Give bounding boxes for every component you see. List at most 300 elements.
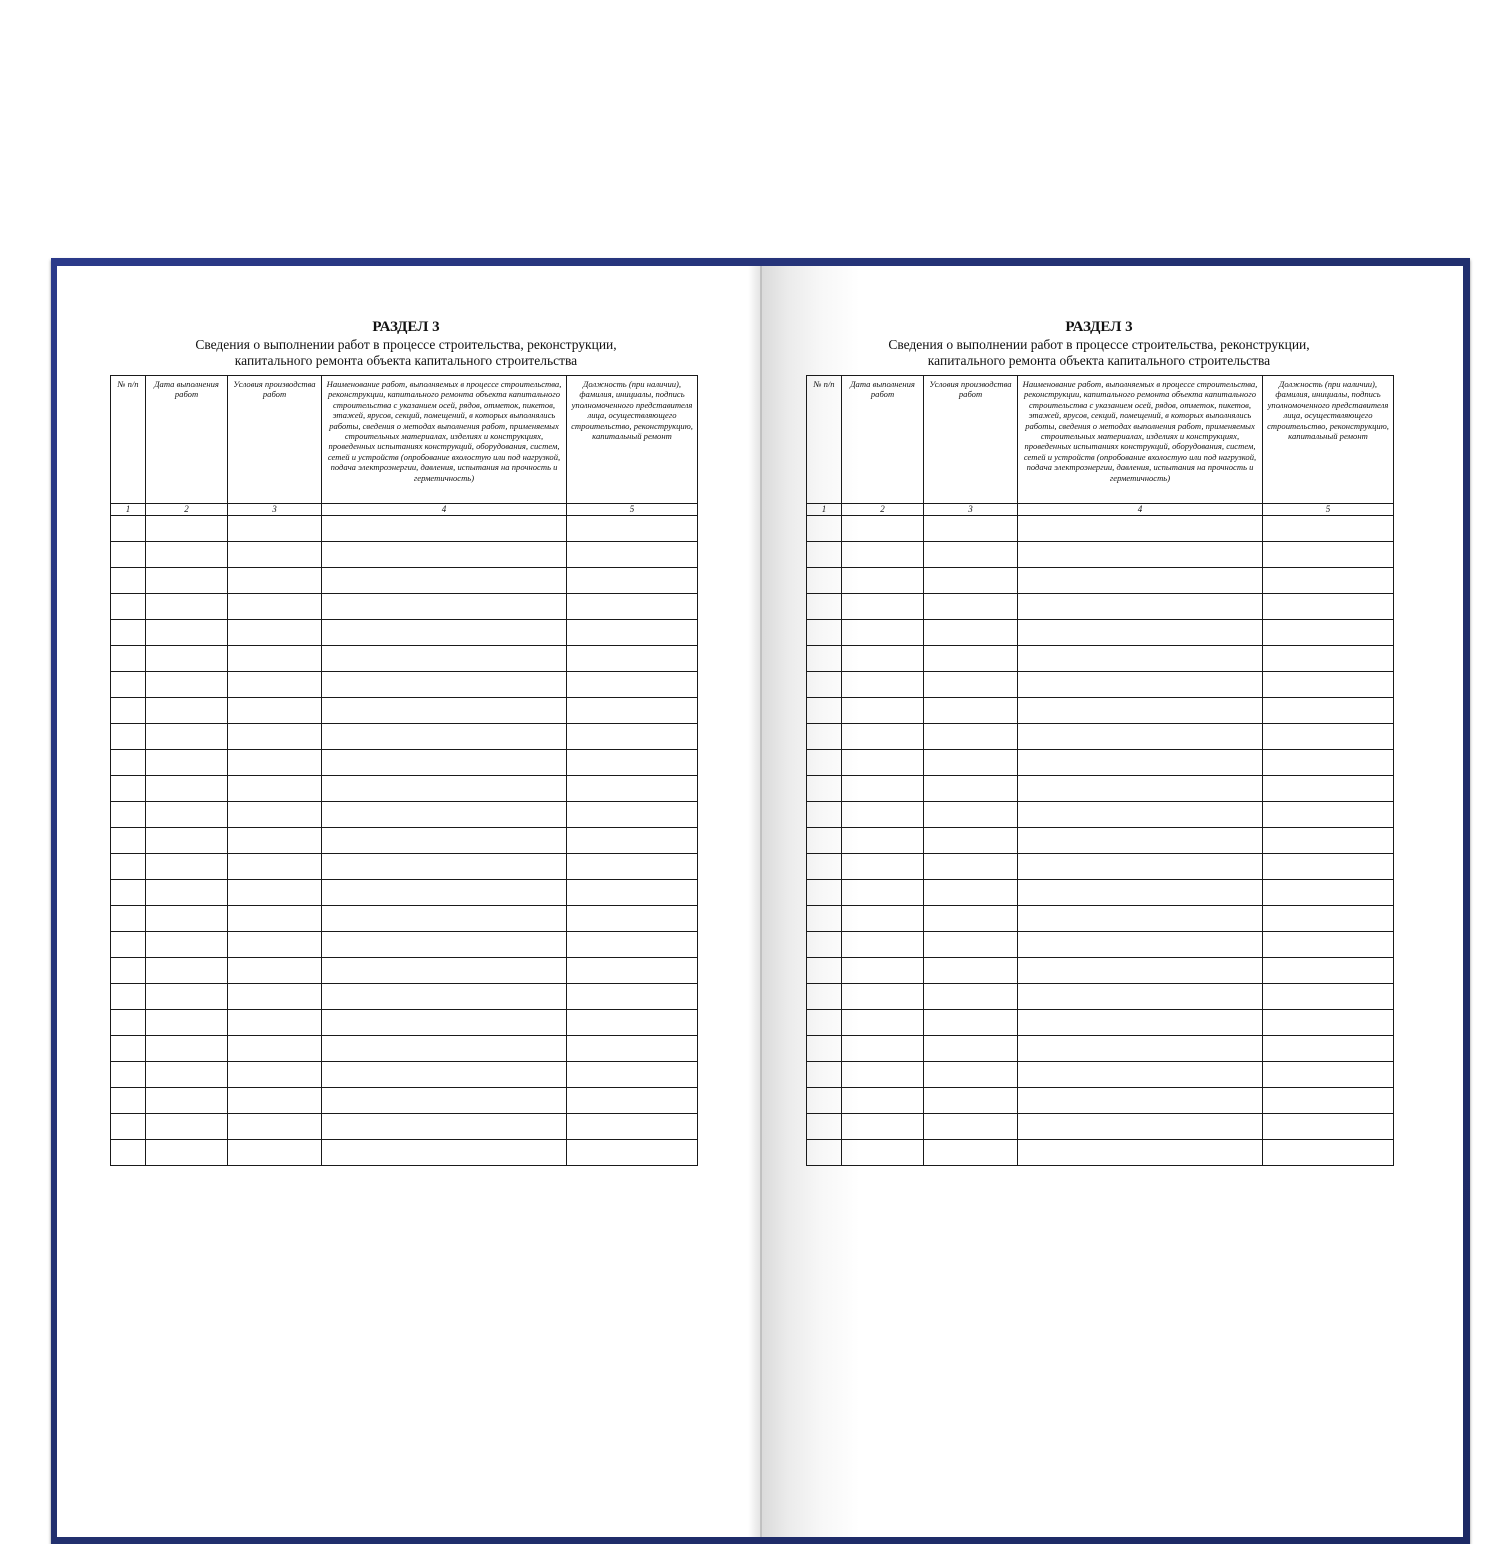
table-row bbox=[111, 802, 698, 828]
table-cell[interactable] bbox=[1018, 906, 1263, 932]
table-cell[interactable] bbox=[924, 1088, 1018, 1114]
table-cell[interactable] bbox=[842, 1114, 924, 1140]
table-cell[interactable] bbox=[111, 1036, 146, 1062]
table-cell[interactable] bbox=[842, 620, 924, 646]
table-cell[interactable] bbox=[1018, 1062, 1263, 1088]
table-cell[interactable] bbox=[228, 724, 322, 750]
col-header-number: № п/п bbox=[111, 376, 146, 504]
table-cell[interactable] bbox=[1018, 1088, 1263, 1114]
table-cell[interactable] bbox=[807, 724, 842, 750]
table-cell[interactable] bbox=[1263, 724, 1394, 750]
table-cell[interactable] bbox=[111, 802, 146, 828]
table-cell[interactable] bbox=[924, 958, 1018, 984]
table-cell[interactable] bbox=[807, 620, 842, 646]
table-cell[interactable] bbox=[1263, 594, 1394, 620]
table-row bbox=[111, 906, 698, 932]
table-cell[interactable] bbox=[111, 750, 146, 776]
table-cell[interactable] bbox=[1263, 542, 1394, 568]
table-cell[interactable] bbox=[111, 880, 146, 906]
table-row bbox=[111, 672, 698, 698]
table-cell[interactable] bbox=[1263, 698, 1394, 724]
table-row bbox=[111, 516, 698, 542]
table-cell[interactable] bbox=[322, 906, 567, 932]
table-cell[interactable] bbox=[1263, 906, 1394, 932]
table-cell[interactable] bbox=[807, 698, 842, 724]
table-cell[interactable] bbox=[807, 1114, 842, 1140]
table-cell[interactable] bbox=[322, 880, 567, 906]
table-cell[interactable] bbox=[146, 1114, 228, 1140]
table-cell[interactable] bbox=[228, 984, 322, 1010]
right-page bbox=[760, 266, 1463, 1537]
table-cell[interactable] bbox=[807, 880, 842, 906]
table-cell[interactable] bbox=[228, 1010, 322, 1036]
table-cell[interactable] bbox=[842, 906, 924, 932]
table-cell[interactable] bbox=[807, 932, 842, 958]
table-cell[interactable] bbox=[842, 984, 924, 1010]
table-cell[interactable] bbox=[111, 620, 146, 646]
table-cell[interactable] bbox=[807, 828, 842, 854]
table-cell[interactable] bbox=[228, 828, 322, 854]
table-body bbox=[807, 516, 1394, 1166]
table-cell[interactable] bbox=[146, 906, 228, 932]
table-cell[interactable] bbox=[807, 1088, 842, 1114]
works-table bbox=[110, 375, 698, 1166]
col-number: 3 bbox=[924, 504, 1018, 516]
table-cell[interactable] bbox=[1018, 1010, 1263, 1036]
table-cell[interactable] bbox=[924, 880, 1018, 906]
table-cell[interactable] bbox=[807, 776, 842, 802]
table-cell[interactable] bbox=[807, 854, 842, 880]
table-cell[interactable] bbox=[146, 542, 228, 568]
table-cell[interactable] bbox=[807, 594, 842, 620]
table-cell[interactable] bbox=[1018, 724, 1263, 750]
table-cell[interactable] bbox=[1018, 828, 1263, 854]
table-row bbox=[111, 776, 698, 802]
table-cell[interactable] bbox=[111, 906, 146, 932]
table-cell[interactable] bbox=[146, 1036, 228, 1062]
col-number: 5 bbox=[567, 504, 698, 516]
table-cell[interactable] bbox=[228, 958, 322, 984]
table-cell[interactable] bbox=[111, 594, 146, 620]
works-table bbox=[806, 375, 1394, 1166]
column-number-row bbox=[807, 504, 1394, 516]
table-cell[interactable] bbox=[842, 1140, 924, 1166]
table-row bbox=[807, 932, 1394, 958]
table-row bbox=[807, 1010, 1394, 1036]
table-cell[interactable] bbox=[228, 620, 322, 646]
table-cell[interactable] bbox=[322, 568, 567, 594]
table-cell[interactable] bbox=[111, 984, 146, 1010]
table-cell[interactable] bbox=[228, 880, 322, 906]
table-row bbox=[807, 854, 1394, 880]
table-cell[interactable] bbox=[111, 828, 146, 854]
table-cell[interactable] bbox=[228, 802, 322, 828]
col-number: 1 bbox=[111, 504, 146, 516]
table-cell[interactable] bbox=[146, 880, 228, 906]
table-cell[interactable] bbox=[228, 1062, 322, 1088]
table-cell[interactable] bbox=[146, 646, 228, 672]
table-cell[interactable] bbox=[924, 1062, 1018, 1088]
table-row bbox=[111, 568, 698, 594]
table-cell[interactable] bbox=[111, 776, 146, 802]
table-row bbox=[807, 1062, 1394, 1088]
table-cell[interactable] bbox=[807, 1036, 842, 1062]
table-row bbox=[111, 880, 698, 906]
table-cell[interactable] bbox=[1263, 932, 1394, 958]
table-cell[interactable] bbox=[322, 698, 567, 724]
table-cell[interactable] bbox=[924, 802, 1018, 828]
table-cell[interactable] bbox=[322, 542, 567, 568]
table-row bbox=[807, 880, 1394, 906]
table-cell[interactable] bbox=[111, 516, 146, 542]
table-cell[interactable] bbox=[228, 568, 322, 594]
table-cell[interactable] bbox=[567, 1114, 698, 1140]
table-cell[interactable] bbox=[567, 724, 698, 750]
table-cell[interactable] bbox=[146, 724, 228, 750]
table-cell[interactable] bbox=[1263, 750, 1394, 776]
table-cell[interactable] bbox=[1263, 620, 1394, 646]
table-cell[interactable] bbox=[567, 646, 698, 672]
table-cell[interactable] bbox=[567, 958, 698, 984]
table-cell[interactable] bbox=[111, 1062, 146, 1088]
table-cell[interactable] bbox=[146, 672, 228, 698]
table-cell[interactable] bbox=[146, 516, 228, 542]
table-cell[interactable] bbox=[228, 594, 322, 620]
left-page bbox=[57, 266, 760, 1537]
table-cell[interactable] bbox=[924, 828, 1018, 854]
table-cell[interactable] bbox=[146, 854, 228, 880]
table-cell[interactable] bbox=[322, 932, 567, 958]
table-cell[interactable] bbox=[924, 1010, 1018, 1036]
header-row bbox=[807, 376, 1394, 504]
table-cell[interactable] bbox=[807, 802, 842, 828]
table-cell[interactable] bbox=[322, 1010, 567, 1036]
table-cell[interactable] bbox=[111, 1114, 146, 1140]
table-cell[interactable] bbox=[1018, 1140, 1263, 1166]
table-cell[interactable] bbox=[1263, 646, 1394, 672]
table-cell[interactable] bbox=[322, 620, 567, 646]
table-row bbox=[111, 698, 698, 724]
table-row bbox=[111, 984, 698, 1010]
table-cell[interactable] bbox=[111, 724, 146, 750]
table-cell[interactable] bbox=[1263, 1140, 1394, 1166]
table-cell[interactable] bbox=[1018, 1036, 1263, 1062]
table-row bbox=[807, 1114, 1394, 1140]
table-cell[interactable] bbox=[807, 646, 842, 672]
table-cell[interactable] bbox=[924, 724, 1018, 750]
table-row bbox=[111, 620, 698, 646]
table-cell[interactable] bbox=[146, 1010, 228, 1036]
table-cell[interactable] bbox=[111, 958, 146, 984]
table-cell[interactable] bbox=[842, 828, 924, 854]
table-cell[interactable] bbox=[567, 828, 698, 854]
table-cell[interactable] bbox=[146, 1140, 228, 1166]
table-cell[interactable] bbox=[322, 828, 567, 854]
table-cell[interactable] bbox=[1018, 542, 1263, 568]
table-cell[interactable] bbox=[1263, 828, 1394, 854]
table-cell[interactable] bbox=[111, 568, 146, 594]
table-cell[interactable] bbox=[1263, 672, 1394, 698]
table-cell[interactable] bbox=[807, 906, 842, 932]
table-cell[interactable] bbox=[146, 958, 228, 984]
table-row bbox=[111, 750, 698, 776]
table-cell[interactable] bbox=[842, 932, 924, 958]
table-cell[interactable] bbox=[1018, 802, 1263, 828]
table-cell[interactable] bbox=[1018, 958, 1263, 984]
table-cell[interactable] bbox=[842, 1088, 924, 1114]
table-row bbox=[807, 620, 1394, 646]
table-cell[interactable] bbox=[1263, 854, 1394, 880]
table-cell[interactable] bbox=[807, 516, 842, 542]
table-cell[interactable] bbox=[567, 1140, 698, 1166]
table-cell[interactable] bbox=[228, 750, 322, 776]
table-cell[interactable] bbox=[842, 672, 924, 698]
table-cell[interactable] bbox=[1018, 880, 1263, 906]
table-row bbox=[807, 542, 1394, 568]
section-title: РАЗДЕЛ 3 bbox=[372, 319, 440, 335]
table-cell[interactable] bbox=[567, 1010, 698, 1036]
table-cell[interactable] bbox=[1263, 958, 1394, 984]
table-row bbox=[111, 958, 698, 984]
table-cell[interactable] bbox=[228, 646, 322, 672]
table-cell[interactable] bbox=[567, 984, 698, 1010]
table-cell[interactable] bbox=[111, 1140, 146, 1166]
table-cell[interactable] bbox=[567, 880, 698, 906]
table-cell[interactable] bbox=[322, 958, 567, 984]
table-cell[interactable] bbox=[146, 932, 228, 958]
table-cell[interactable] bbox=[842, 724, 924, 750]
table-cell[interactable] bbox=[111, 646, 146, 672]
table-cell[interactable] bbox=[146, 776, 228, 802]
table-cell[interactable] bbox=[1263, 776, 1394, 802]
table-cell[interactable] bbox=[322, 1062, 567, 1088]
col-header-number: № п/п bbox=[807, 376, 842, 504]
table-cell[interactable] bbox=[146, 594, 228, 620]
table-cell[interactable] bbox=[322, 984, 567, 1010]
table-cell[interactable] bbox=[924, 854, 1018, 880]
table-cell[interactable] bbox=[1018, 620, 1263, 646]
table-cell[interactable] bbox=[567, 932, 698, 958]
table-cell[interactable] bbox=[807, 568, 842, 594]
table-cell[interactable] bbox=[924, 906, 1018, 932]
table-row bbox=[111, 1062, 698, 1088]
table-cell[interactable] bbox=[146, 1062, 228, 1088]
table-cell[interactable] bbox=[111, 932, 146, 958]
table-row bbox=[111, 854, 698, 880]
table-cell[interactable] bbox=[146, 802, 228, 828]
table-cell[interactable] bbox=[1018, 776, 1263, 802]
table-cell[interactable] bbox=[146, 698, 228, 724]
table-cell[interactable] bbox=[322, 1036, 567, 1062]
table-cell[interactable] bbox=[111, 698, 146, 724]
table-cell[interactable] bbox=[111, 542, 146, 568]
table-cell[interactable] bbox=[146, 620, 228, 646]
table-cell[interactable] bbox=[1263, 1062, 1394, 1088]
table-cell[interactable] bbox=[1018, 984, 1263, 1010]
table-cell[interactable] bbox=[567, 542, 698, 568]
table-cell[interactable] bbox=[842, 958, 924, 984]
col-header-signature: Должность (при наличии), фамилия, инициалы, подпись уполномоченного представителя лица, осуществляющего строительство, реконструкцию, капитальный ремонт bbox=[1263, 376, 1394, 504]
table-cell[interactable] bbox=[1263, 1036, 1394, 1062]
table-cell[interactable] bbox=[924, 1036, 1018, 1062]
table-cell[interactable] bbox=[322, 594, 567, 620]
table-cell[interactable] bbox=[924, 1114, 1018, 1140]
table-cell[interactable] bbox=[842, 1036, 924, 1062]
table-cell[interactable] bbox=[228, 698, 322, 724]
table-cell[interactable] bbox=[567, 1036, 698, 1062]
table-cell[interactable] bbox=[567, 1062, 698, 1088]
table-cell[interactable] bbox=[1263, 984, 1394, 1010]
table-cell[interactable] bbox=[1263, 1114, 1394, 1140]
table-cell[interactable] bbox=[111, 1010, 146, 1036]
table-cell[interactable] bbox=[842, 802, 924, 828]
table-cell[interactable] bbox=[924, 646, 1018, 672]
table-cell[interactable] bbox=[228, 906, 322, 932]
table-cell[interactable] bbox=[228, 1036, 322, 1062]
table-cell[interactable] bbox=[807, 542, 842, 568]
table-cell[interactable] bbox=[567, 620, 698, 646]
table-cell[interactable] bbox=[842, 880, 924, 906]
table-cell[interactable] bbox=[322, 1114, 567, 1140]
table-row bbox=[111, 1010, 698, 1036]
table-cell[interactable] bbox=[228, 672, 322, 698]
table-row bbox=[111, 1088, 698, 1114]
table-cell[interactable] bbox=[322, 854, 567, 880]
table-cell[interactable] bbox=[228, 776, 322, 802]
table-cell[interactable] bbox=[924, 932, 1018, 958]
table-cell[interactable] bbox=[807, 1062, 842, 1088]
table-cell[interactable] bbox=[924, 516, 1018, 542]
table-cell[interactable] bbox=[924, 698, 1018, 724]
table-cell[interactable] bbox=[567, 776, 698, 802]
table-row bbox=[807, 750, 1394, 776]
table-cell[interactable] bbox=[322, 1140, 567, 1166]
table-row bbox=[807, 984, 1394, 1010]
table-cell[interactable] bbox=[807, 984, 842, 1010]
table-cell[interactable] bbox=[842, 594, 924, 620]
table-cell[interactable] bbox=[1263, 516, 1394, 542]
table-cell[interactable] bbox=[842, 854, 924, 880]
col-header-work-name: Наименование работ, выполняемых в процессе строительства, реконструкции, капитального ремонта объекта капитального строительства с указанием осей, рядов, отметок, пикетов, этажей, ярусов, секций, помещений, в которых выполнялись работы, сведения о методах выполнения работ, применяемых строительных материалах, изделиях и конструкциях, проведенных испытаниях конструкций, оборудования, систем, сетей и устройств (опробование вхолостую или под нагрузкой, подача электроэнергии, давления, испытания на прочность и герметичность) bbox=[322, 376, 567, 504]
table-cell[interactable] bbox=[567, 854, 698, 880]
table-cell[interactable] bbox=[1018, 698, 1263, 724]
table-cell[interactable] bbox=[322, 672, 567, 698]
col-header-work-name: Наименование работ, выполняемых в процессе строительства, реконструкции, капитального ремонта объекта капитального строительства с указанием осей, рядов, отметок, пикетов, этажей, ярусов, секций, помещений, в которых выполнялись работы, сведения о методах выполнения работ, применяемых строительных материалах, изделиях и конструкциях, проведенных испытаниях конструкций, оборудования, систем, сетей и устройств (опробование вхолостую или под нагрузкой, подача электроэнергии, давления, испытания на прочность и герметичность) bbox=[1018, 376, 1263, 504]
table-cell[interactable] bbox=[111, 854, 146, 880]
table-cell[interactable] bbox=[228, 516, 322, 542]
table-cell[interactable] bbox=[924, 672, 1018, 698]
table-cell[interactable] bbox=[567, 594, 698, 620]
table-row bbox=[111, 1140, 698, 1166]
table-cell[interactable] bbox=[842, 646, 924, 672]
table-row bbox=[111, 828, 698, 854]
table-cell[interactable] bbox=[924, 620, 1018, 646]
table-cell[interactable] bbox=[842, 568, 924, 594]
table-row bbox=[807, 698, 1394, 724]
table-cell[interactable] bbox=[842, 516, 924, 542]
table-cell[interactable] bbox=[1018, 672, 1263, 698]
table-cell[interactable] bbox=[1018, 750, 1263, 776]
table-cell[interactable] bbox=[924, 594, 1018, 620]
table-cell[interactable] bbox=[111, 672, 146, 698]
table-cell[interactable] bbox=[1018, 594, 1263, 620]
table-cell[interactable] bbox=[322, 750, 567, 776]
table-cell[interactable] bbox=[567, 906, 698, 932]
table-cell[interactable] bbox=[1018, 932, 1263, 958]
table-cell[interactable] bbox=[1018, 854, 1263, 880]
table-row bbox=[807, 516, 1394, 542]
table-cell[interactable] bbox=[322, 646, 567, 672]
table-cell[interactable] bbox=[842, 542, 924, 568]
table-cell[interactable] bbox=[1263, 880, 1394, 906]
table-cell[interactable] bbox=[1263, 568, 1394, 594]
table-cell[interactable] bbox=[228, 542, 322, 568]
table-body bbox=[111, 516, 698, 1166]
table-cell[interactable] bbox=[924, 776, 1018, 802]
table-cell[interactable] bbox=[567, 802, 698, 828]
table-cell[interactable] bbox=[146, 984, 228, 1010]
table-cell[interactable] bbox=[1263, 802, 1394, 828]
table-cell[interactable] bbox=[322, 802, 567, 828]
table-cell[interactable] bbox=[1018, 1114, 1263, 1140]
col-number: 1 bbox=[807, 504, 842, 516]
table-cell[interactable] bbox=[111, 1088, 146, 1114]
table-cell[interactable] bbox=[322, 776, 567, 802]
table-cell[interactable] bbox=[924, 1140, 1018, 1166]
table-cell[interactable] bbox=[146, 1088, 228, 1114]
table-cell[interactable] bbox=[807, 672, 842, 698]
table-cell[interactable] bbox=[567, 516, 698, 542]
table-cell[interactable] bbox=[567, 568, 698, 594]
table-cell[interactable] bbox=[842, 750, 924, 776]
table-cell[interactable] bbox=[228, 1140, 322, 1166]
table-cell[interactable] bbox=[228, 932, 322, 958]
table-cell[interactable] bbox=[807, 1010, 842, 1036]
col-number: 2 bbox=[842, 504, 924, 516]
table-cell[interactable] bbox=[924, 984, 1018, 1010]
table-cell[interactable] bbox=[924, 568, 1018, 594]
table-cell[interactable] bbox=[228, 1088, 322, 1114]
table-cell[interactable] bbox=[228, 1114, 322, 1140]
table-cell[interactable] bbox=[228, 854, 322, 880]
table-cell[interactable] bbox=[842, 776, 924, 802]
table-cell[interactable] bbox=[322, 724, 567, 750]
table-cell[interactable] bbox=[842, 1062, 924, 1088]
table-cell[interactable] bbox=[807, 1140, 842, 1166]
table-cell[interactable] bbox=[924, 542, 1018, 568]
table-cell[interactable] bbox=[567, 1088, 698, 1114]
table-cell[interactable] bbox=[567, 698, 698, 724]
table-cell[interactable] bbox=[146, 750, 228, 776]
table-cell[interactable] bbox=[1018, 516, 1263, 542]
table-cell[interactable] bbox=[924, 750, 1018, 776]
table-cell[interactable] bbox=[842, 698, 924, 724]
table-row bbox=[807, 646, 1394, 672]
table-cell[interactable] bbox=[146, 828, 228, 854]
table-cell[interactable] bbox=[1018, 568, 1263, 594]
table-cell[interactable] bbox=[146, 568, 228, 594]
table-cell[interactable] bbox=[1018, 646, 1263, 672]
table-cell[interactable] bbox=[1263, 1010, 1394, 1036]
table-cell[interactable] bbox=[807, 750, 842, 776]
table-cell[interactable] bbox=[1263, 1088, 1394, 1114]
table-cell[interactable] bbox=[567, 672, 698, 698]
table-cell[interactable] bbox=[567, 750, 698, 776]
table-cell[interactable] bbox=[322, 516, 567, 542]
table-cell[interactable] bbox=[842, 1010, 924, 1036]
table-cell[interactable] bbox=[807, 958, 842, 984]
table-cell[interactable] bbox=[322, 1088, 567, 1114]
